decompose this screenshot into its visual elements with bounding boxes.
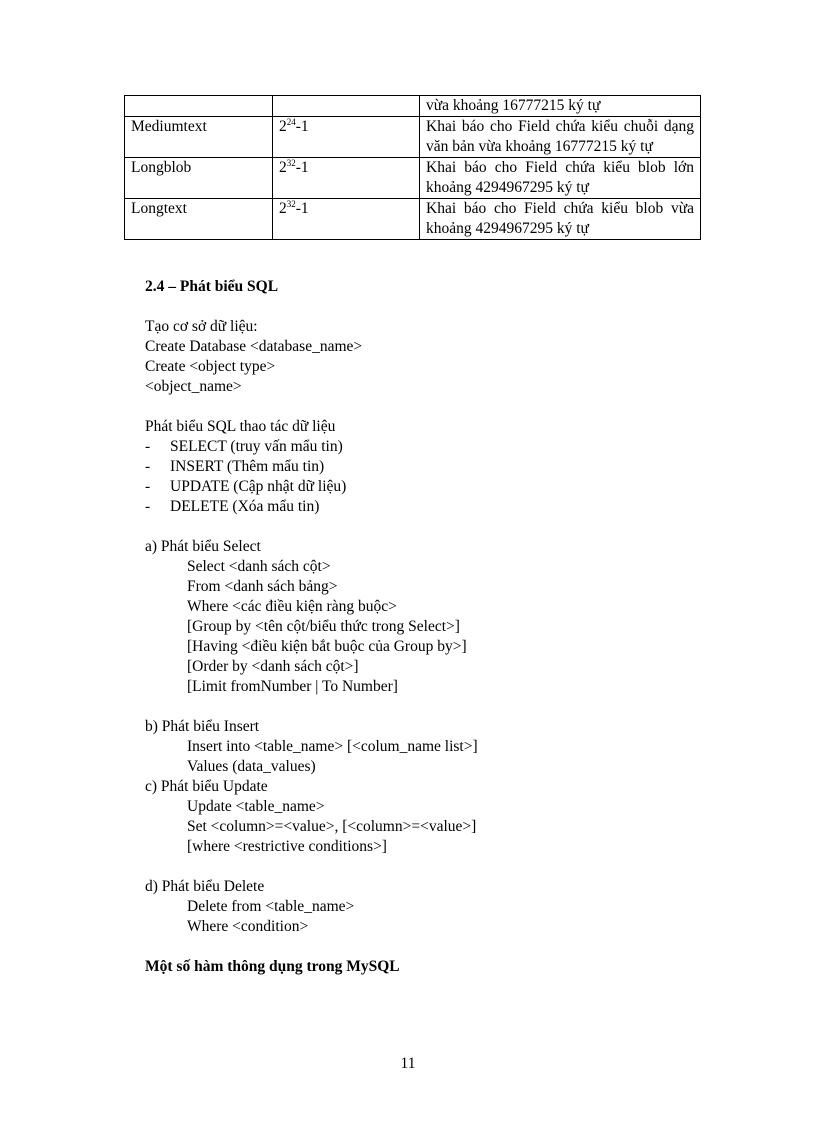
size-cell xyxy=(273,199,420,240)
insert-syntax-line: Values (data_values) xyxy=(187,758,316,775)
description-text: Khai báo cho Field chứa kiểu chuỗi dạng văn bản vừa khoảng 16777215 ký tự xyxy=(426,118,694,155)
description-cell xyxy=(420,117,701,158)
description-cell xyxy=(420,96,701,117)
type-cell: Longtext xyxy=(125,199,273,240)
delete-syntax xyxy=(145,897,705,937)
select-syntax-line: [Limit fromNumber | To Number] xyxy=(187,678,398,695)
dml-list xyxy=(145,437,705,517)
type-cell: Mediumtext xyxy=(125,117,273,158)
bullet-dash: - xyxy=(145,438,151,455)
size-cell xyxy=(273,96,420,117)
delete-syntax-line: Where <condition> xyxy=(187,918,309,935)
create-object-line: Create <object type> xyxy=(145,358,276,375)
bullet-dash: - xyxy=(145,478,151,495)
size-cell xyxy=(273,117,420,158)
table-row xyxy=(125,199,701,240)
size-tail: -1 xyxy=(295,118,309,135)
description-cell xyxy=(420,199,701,240)
update-syntax xyxy=(145,797,705,857)
type-cell: Longblob xyxy=(125,158,273,199)
size-base: 2 xyxy=(279,118,287,135)
update-syntax-line: Update <table_name> xyxy=(187,798,325,815)
dml-list-item xyxy=(145,457,705,477)
insert-title: b) Phát biểu Insert xyxy=(145,718,260,735)
data-type-table xyxy=(124,95,701,240)
size-exponent: 32 xyxy=(286,198,296,209)
select-syntax-line: [Having <điều kiện bắt buộc của Group by>] xyxy=(187,638,467,655)
description-text: Khai báo cho Field chứa kiểu blob vừa khoảng 4294967295 ký tự xyxy=(426,200,694,237)
dml-list-item xyxy=(145,477,705,497)
delete-syntax-line: Delete from <table_name> xyxy=(187,898,355,915)
dml-list-item xyxy=(145,497,705,517)
create-intro: Tạo cơ sở dữ liệu: xyxy=(145,318,258,335)
select-syntax-line: Where <các điều kiện ràng buộc> xyxy=(187,598,397,615)
size-base: 2 xyxy=(279,159,287,176)
select-syntax-line: From <danh sách bảng> xyxy=(187,578,338,595)
delete-title: d) Phát biểu Delete xyxy=(145,878,265,895)
dml-item-text: INSERT (Thêm mẩu tin) xyxy=(170,458,325,475)
size-exponent: 32 xyxy=(286,157,296,168)
functions-heading: Một số hàm thông dụng trong MySQL xyxy=(145,958,400,975)
dml-list-item xyxy=(145,437,705,457)
sql-section xyxy=(145,277,705,977)
section-heading: 2.4 – Phát biểu SQL xyxy=(145,278,279,295)
type-cell xyxy=(125,96,273,117)
bullet-dash: - xyxy=(145,458,151,475)
description-text: vừa khoảng 16777215 ký tự xyxy=(426,97,601,114)
bullet-dash: - xyxy=(145,498,151,515)
size-tail: -1 xyxy=(295,200,309,217)
page-number: 11 xyxy=(400,1055,416,1072)
select-title: a) Phát biểu Select xyxy=(145,538,261,555)
size-exponent: 24 xyxy=(286,116,296,127)
table-row xyxy=(125,117,701,158)
update-syntax-line: [where <restrictive conditions>] xyxy=(187,838,387,855)
select-syntax-line: Select <danh sách cột> xyxy=(187,558,331,575)
description-text: Khai báo cho Field chứa kiểu blob lớn khoảng 4294967295 ký tự xyxy=(426,159,694,196)
dml-item-text: DELETE (Xóa mẩu tin) xyxy=(170,498,320,515)
table-row xyxy=(125,158,701,199)
update-syntax-line: Set <column>=<value>, [<column>=<value>] xyxy=(187,818,477,835)
dml-item-text: SELECT (truy vấn mẩu tin) xyxy=(170,438,343,455)
dml-item-text: UPDATE (Cập nhật dữ liệu) xyxy=(170,478,347,495)
size-base: 2 xyxy=(279,200,287,217)
update-title: c) Phát biểu Update xyxy=(145,778,268,795)
size-cell xyxy=(273,158,420,199)
size-tail: -1 xyxy=(295,159,309,176)
insert-syntax-line: Insert into <table_name> [<colum_name list>] xyxy=(187,738,478,755)
select-syntax-line: [Order by <danh sách cột>] xyxy=(187,658,359,675)
description-cell xyxy=(420,158,701,199)
create-database-line: Create Database <database_name> xyxy=(145,338,363,355)
insert-syntax xyxy=(145,737,705,777)
dml-intro: Phát biểu SQL thao tác dữ liệu xyxy=(145,418,336,435)
table-row xyxy=(125,96,701,117)
object-name-line: <object_name> xyxy=(145,378,242,395)
select-syntax-line: [Group by <tên cột/biểu thức trong Select>] xyxy=(187,618,460,635)
select-syntax xyxy=(145,557,705,697)
